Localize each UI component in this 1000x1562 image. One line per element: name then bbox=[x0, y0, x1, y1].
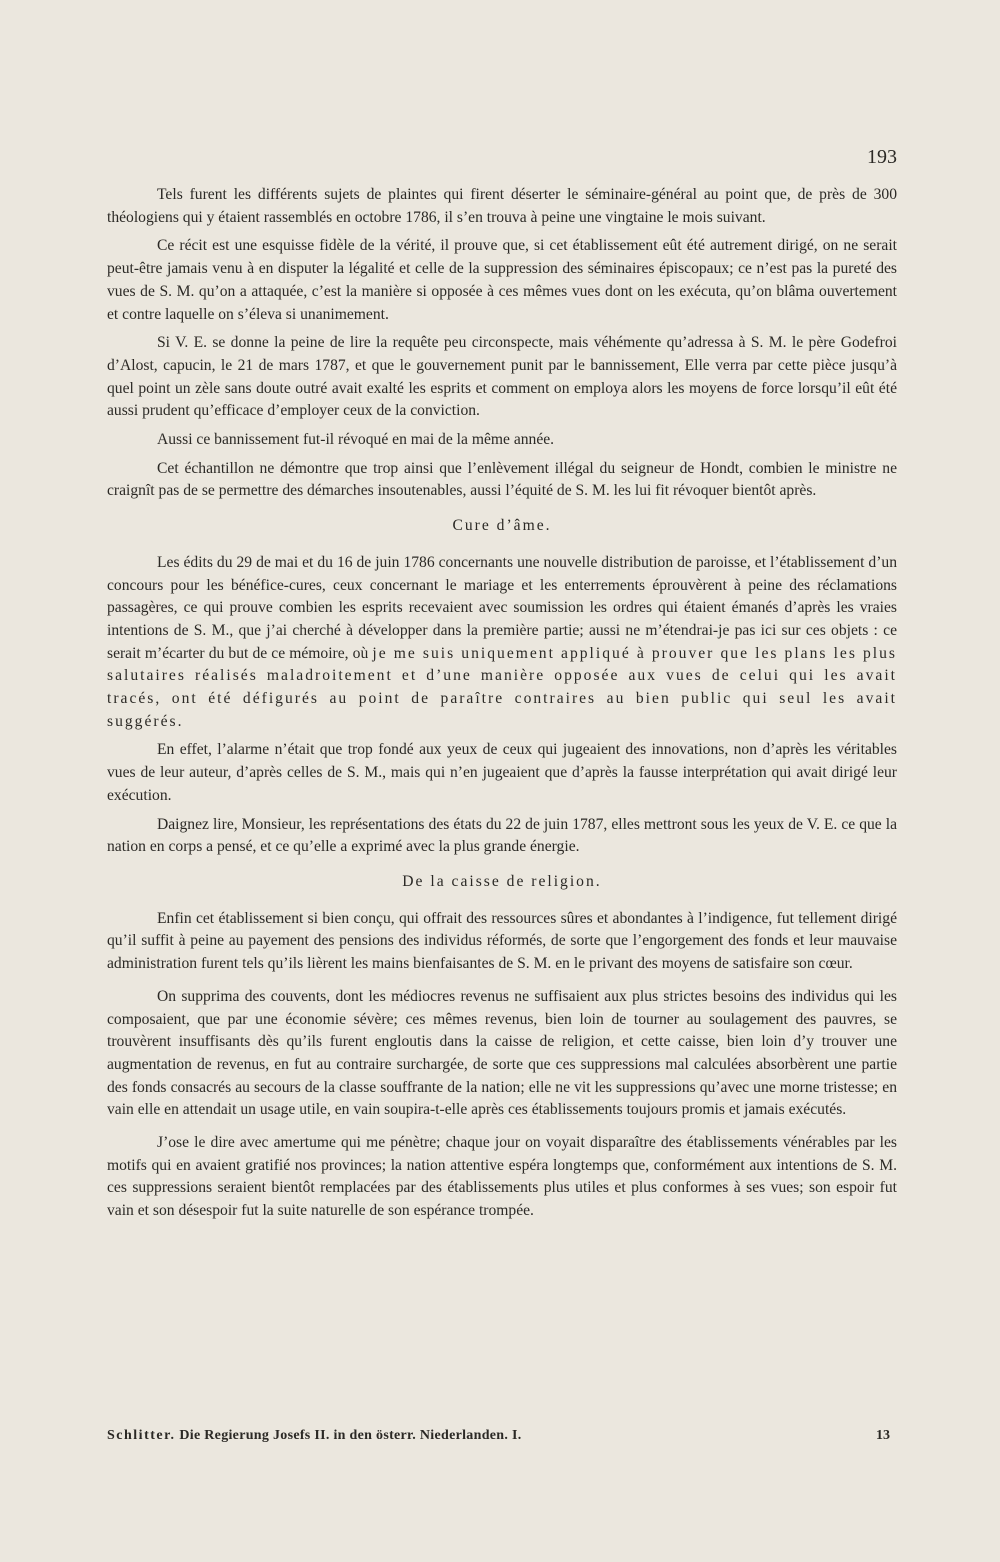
footer-author: Schlitter. bbox=[107, 1428, 176, 1443]
footer-title: Die Regierung Josefs II. in den österr. Niederlanden. I. bbox=[179, 1428, 522, 1443]
running-title bbox=[107, 1428, 522, 1444]
emphasized-text: je me suis uniquement appliqué à prouver que les plans les plus salutaires réalisés maladroitement et d’une manière opposée aux vues de celui qui les avait tracés, ont été défigurés au point de paraître contraires au bien public qui seul les avait suggérés. bbox=[107, 644, 898, 730]
paragraph: Enfin cet établissement si bien conçu, qui offrait des ressources sûres et abondantes à l’indigence, fut tellement dirigé qu’il suffit à peine au payement des pensions des individus réformés, de sorte que l’engorgement des fonds et leur mauvaise administration furent tels qu’ils lièrent les mains bienfaisantes de S. M. en le privant des moyens de satisfaire son cœur. bbox=[107, 909, 897, 973]
paragraph: Aussi ce bannissement fut-il révoqué en mai de la même année. bbox=[157, 431, 555, 449]
paragraph: J’ose le dire avec amertume qui me pénètre; chaque jour on voyait disparaître des établissements vénérables par les motifs qui en avaient gratifié nos provinces; la nation attentive espéra longtemps que, conformément aux intentions de S. M. ces suppressions seraient bientôt remplacées par des établissements plus utiles et plus conformes à ses vues; son espoir fut vain et son désespoir fut la suite naturelle de son espérance trompée. bbox=[107, 1134, 897, 1220]
page-number: 193 bbox=[867, 146, 897, 168]
body-text bbox=[107, 184, 897, 1223]
paragraph: En effet, l’alarme n’était que trop fondé aux yeux de ceux qui jugeaient des innovations, non d’après les véritables vues de leur auteur, d’après celles de S. M., mais qui n’en jugeaient que d’après la fausse interprétation qui avait dirigé leur exécution. bbox=[107, 741, 897, 804]
paragraph-text: Les édits du 29 de mai et du 16 de juin 1786 concernants une nouvelle distribution de paroisse, et l’établissement d’un concours pour les bénéfice-cures, ceux concernant le mariage et les enterrements éprouvèrent à peine des réclamations passagères, ce qui prouve combien les esprits recevaient avec soumission les ordres qui étaient émanés d’après les vraies intentions de S. M., que j’ai cherché à développer dans la première partie; aussi ne m’étendrai-je pas ici sur ces objets : ce serait m’écarter du but de ce mémoire, où bbox=[107, 553, 897, 662]
paragraph bbox=[107, 552, 897, 734]
section-heading-caisse-religion: De la caisse de religion. bbox=[402, 872, 602, 890]
paragraph: Cet échantillon ne démontre que trop ainsi que l’enlèvement illégal du seigneur de Hondt, combien le ministre ne craignît pas de se permettre des démarches insoutenables, aussi l’équité de S. M. les lui fit révoquer bientôt après. bbox=[107, 459, 897, 500]
page-footer bbox=[107, 1428, 890, 1444]
section-heading-cure-dame: Cure d’âme. bbox=[452, 517, 552, 535]
paragraph: Tels furent les différents sujets de plaintes qui firent déserter le séminaire-général au point que, de près de 300 théologiens qui y étaient rassemblés en octobre 1786, il s’en trouva à peine une vingtaine le mois suivant. bbox=[107, 186, 897, 226]
paragraph: Si V. E. se donne la peine de lire la requête peu circonspecte, mais véhémente qu’adressa à S. M. le père Godefroi d’Alost, capucin, le 21 de mars 1787, et que le gouvernement punit par le bannissement, Elle verra par cette pièce jusqu’à quel point un zèle sans doute outré avait exalté les esprits et comment on employa alors les moyens de force lorsqu’il eût été aussi prudent qu’efficace d’employer ceux de la conviction. bbox=[107, 334, 897, 420]
paragraph: On supprima des couvents, dont les médiocres revenus ne suffisaient aux plus strictes besoins des individus qui les composaient, que par une économie sévère; ces mêmes revenus, bien loin de tourner au soulagement des pauvres, se trouvèrent insuffisants dès qu’ils furent engloutis dans la caisse de religion, et cette caisse, bien loin d’y trouver une augmentation de revenus, en fut au contraire surchargée, de sorte que ces suppressions mal calculées absorbèrent une partie des fonds consacrés au secours de la classe souffrante de la nation; elle ne vit les suppressions qu’avec une morne tristesse; en vain elle en attendait un usage utile, en vain soupira-t-elle après ces établissements toujours promis et jamais exécutés. bbox=[107, 987, 897, 1119]
paragraph: Ce récit est une esquisse fidèle de la vérité, il prouve que, si cet établissement eût été autrement dirigé, on ne serait peut-être jamais venu à en disputer la légalité et celle de la suppression des séminaires épiscopaux; ce n’est pas la pureté des vues de S. M. qu’on a attaquée, c’est la manière si opposée à ces mêmes vues dont on les exécuta, qu’on blâma ouvertement et contre laquelle on s’éleva si unanimement. bbox=[107, 237, 897, 323]
signature-mark: 13 bbox=[876, 1428, 890, 1443]
paragraph: Daignez lire, Monsieur, les représentations des états du 22 de juin 1787, elles mettront sous les yeux de V. E. ce que la nation en corps a pensé, et ce qu’elle a exprimé avec la plus grande énergie. bbox=[107, 815, 897, 856]
